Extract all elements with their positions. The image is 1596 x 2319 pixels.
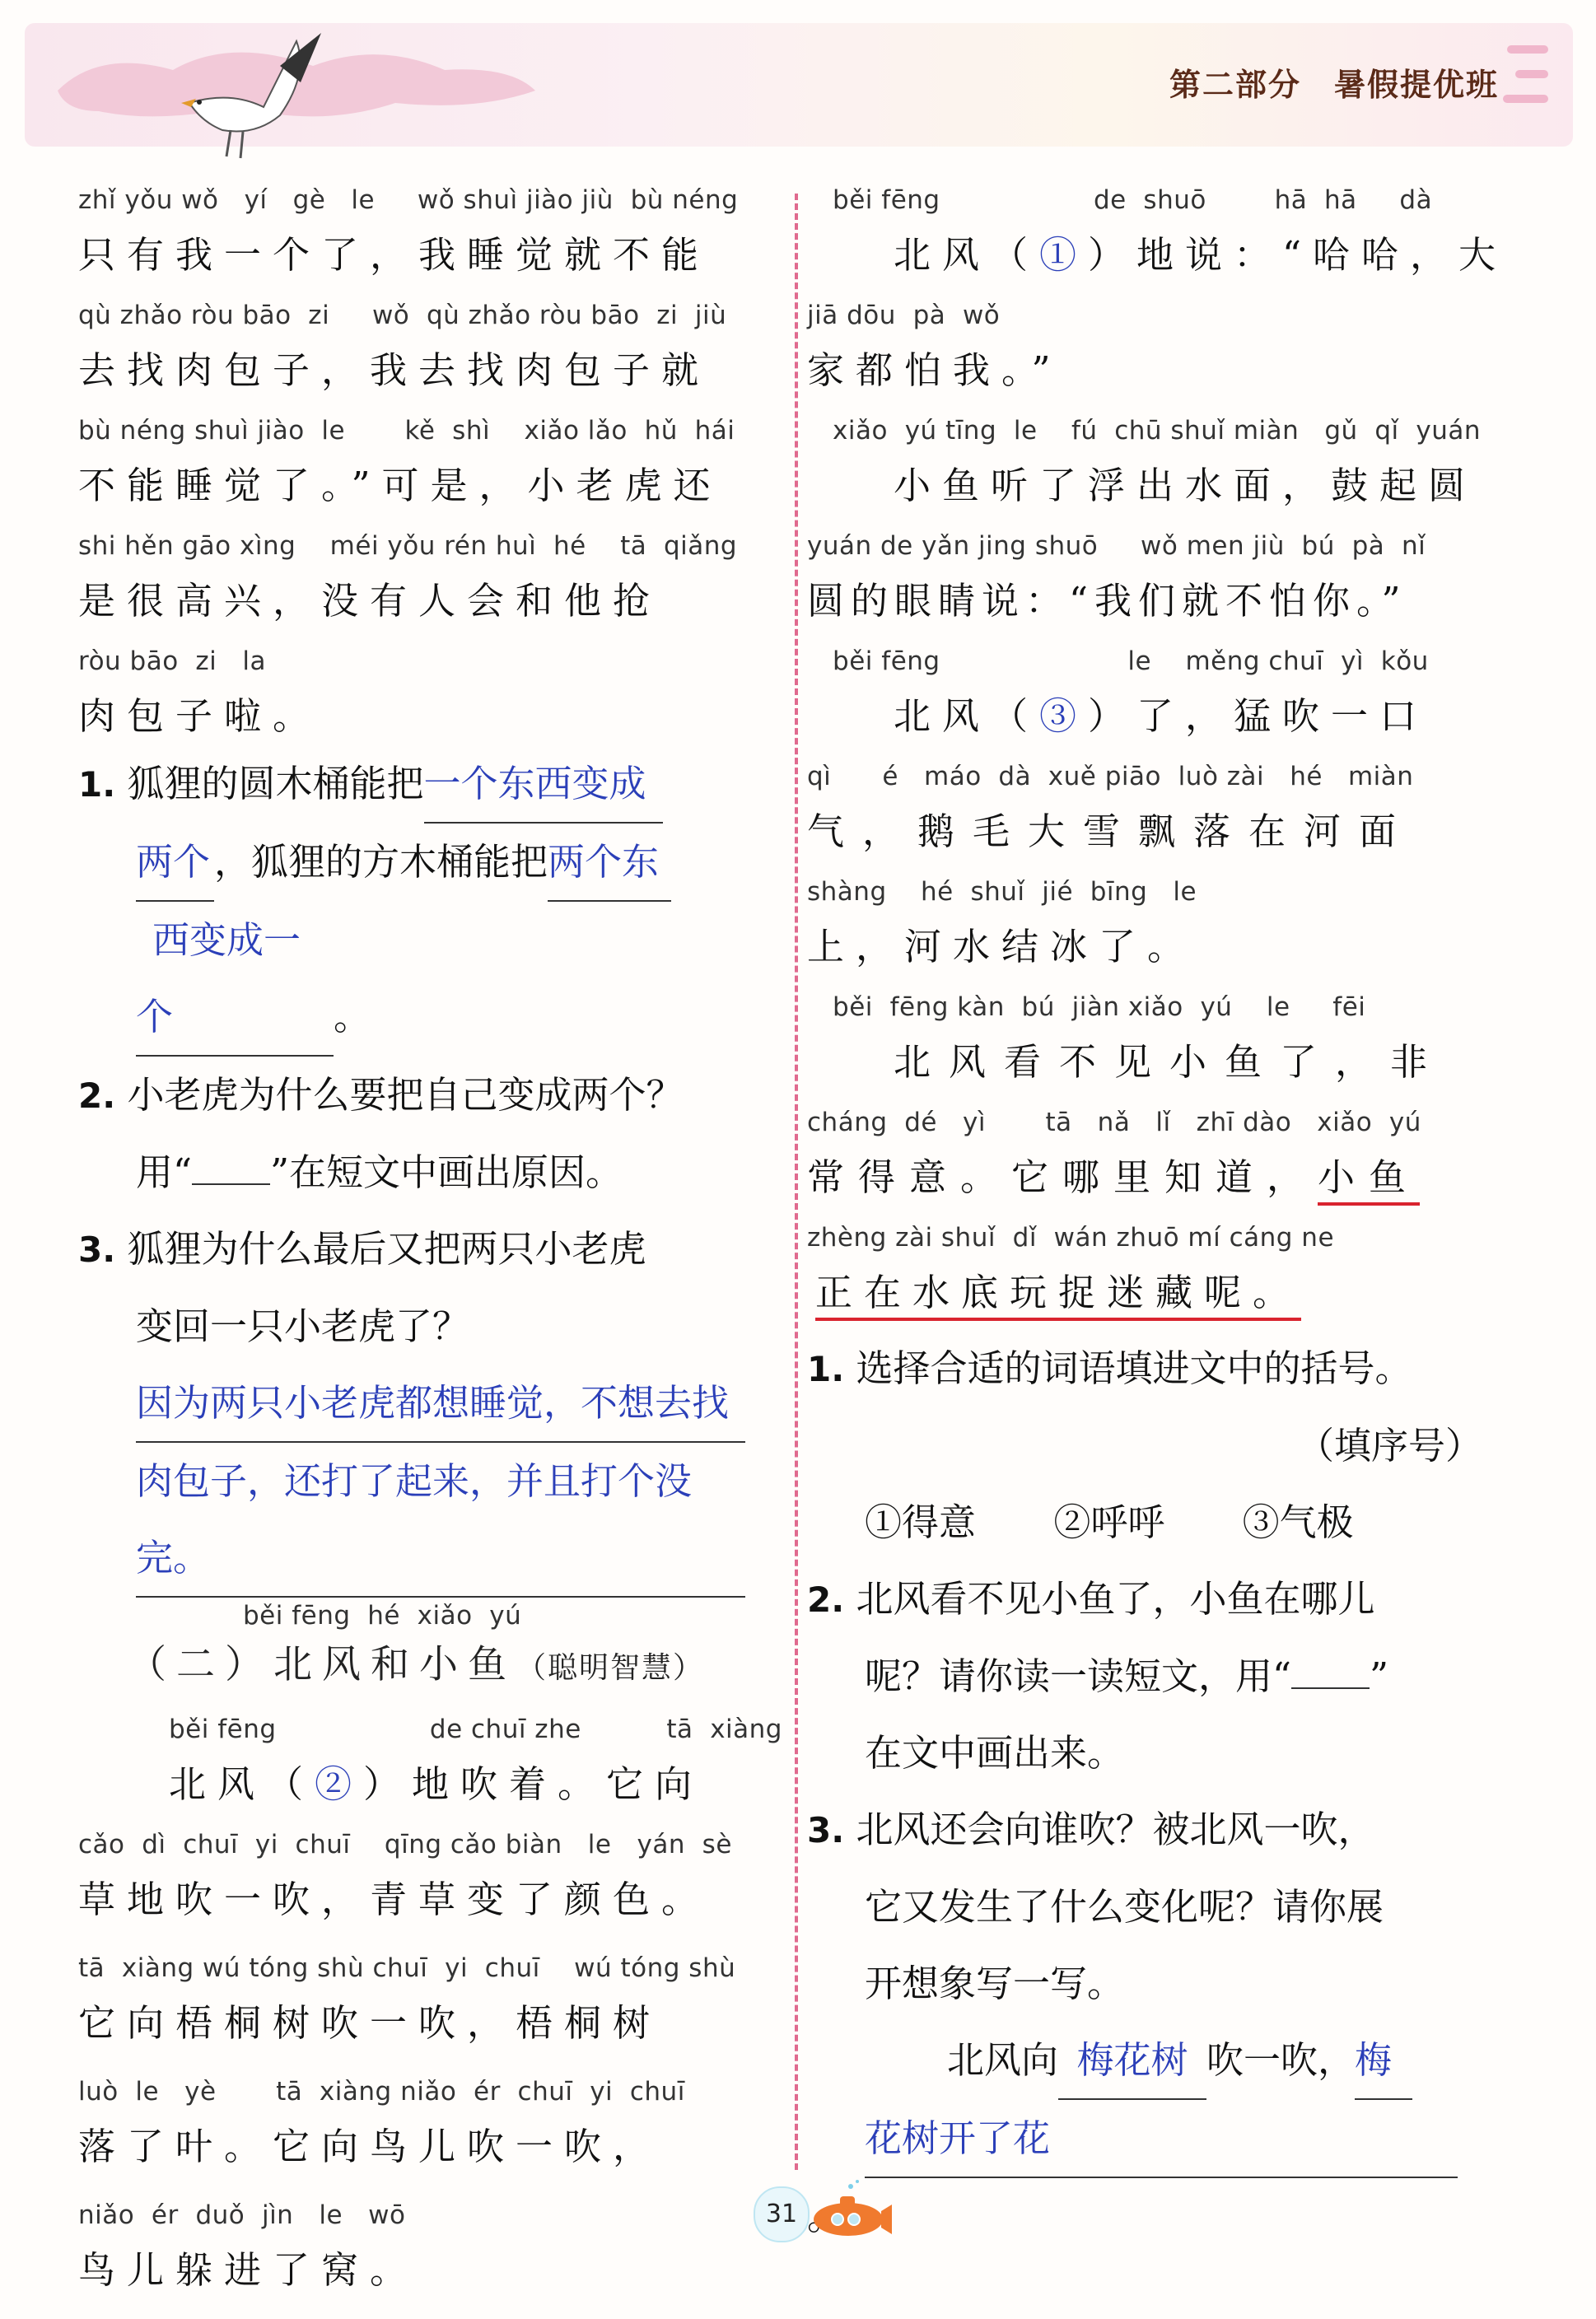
option: ①得意 xyxy=(865,1500,977,1544)
option: ③气极 xyxy=(1242,1500,1354,1544)
story-line: shi hěn gāo xìng méi yǒu rén huì hé tā qiǎng 是很高兴，没有人会和他抢 xyxy=(78,531,738,623)
note: （填序号） xyxy=(1296,1424,1482,1467)
answer-line[interactable]: 因为两只小老虎都想睡觉，不想去找 xyxy=(136,1365,745,1443)
story-line: qì é máo dà xuě piāo luò zài hé miàn 气，鹅毛大雪飘落在河面 xyxy=(807,762,1415,853)
section-title: （二）北风和小鱼 xyxy=(128,1642,516,1687)
section-tag: （聪明智慧） xyxy=(516,1651,705,1685)
story-line: shàng hé shuǐ jié bīng le 上，河水结冰了。 xyxy=(807,877,1197,968)
section-heading: běi fēng hé xiǎo yú （二）北风和小鱼（聪明智慧） xyxy=(128,1601,705,1687)
answer-blank[interactable]: 一个东西变成 xyxy=(424,745,663,824)
story-line: bù néng shuì jiào le kě shì xiǎo lǎo hǔ hái 不能睡觉了。”可是，小老虎还 xyxy=(78,416,735,507)
page-number: 31 xyxy=(754,2186,810,2242)
underlined-answer: 小鱼 xyxy=(1318,1155,1420,1206)
answer-line[interactable]: 花树开了花 xyxy=(865,2100,1458,2178)
answer-blank[interactable]: 西变成一个 xyxy=(136,902,334,1057)
question-3: 3. 狐狸为什么最后又把两只小老虎 变回一只小老虎了？ 因为两只小老虎都想睡觉，不想去找 肉包子，还打了起来，并且打个没完。 xyxy=(78,1211,762,1598)
story-2-continued xyxy=(807,185,1508,1330)
option: ②呼呼 xyxy=(1053,1500,1165,1544)
answer-blank[interactable] xyxy=(1291,1687,1370,1689)
submarine-icon xyxy=(803,2178,894,2244)
seagull-icon xyxy=(156,25,346,173)
story-line: cǎo dì chuī yi chuī qīng cǎo biàn le yán sè 草地吹一吹，青草变了颜色。 xyxy=(78,1830,732,1921)
story-line: běi fēng le měng chuī yì kǒu 北风（③）了，猛吹一口 xyxy=(807,646,1429,738)
story-line: tā xiàng wú tóng shù chuī yi chuī wú tóng shù 它向梧桐树吹一吹，梧桐树 xyxy=(78,1953,736,2045)
story-line: ròu bāo zi la 肉包子啦。 xyxy=(78,646,322,738)
question-2: 2. 小老虎为什么要把自己变成两个？ 用“ ”在短文中画出原因。 xyxy=(78,1073,684,1194)
right-column xyxy=(807,185,1508,2255)
question-2: 2. 北风看不见小鱼了，小鱼在哪儿 呢？请你读一读短文，用“ ” 在文中画出来。 xyxy=(807,1577,1389,1775)
answer-blank[interactable]: 两个东 xyxy=(548,824,671,902)
story-line: zhǐ yǒu wǒ yí gè le wǒ shuì jiào jiù bù néng 只有我一个了，我睡觉就不能 xyxy=(78,185,739,277)
answer-circle-number: ③ xyxy=(1039,694,1089,738)
story-line: niǎo ér duǒ jìn le wō 鸟儿躲进了窝。 xyxy=(78,2200,419,2292)
answer-blank[interactable] xyxy=(192,1183,270,1185)
story-line: zhèng zài shuǐ dǐ wán zhuō mí cáng ne 正在水底玩捉迷藏呢。 xyxy=(807,1223,1491,1330)
story-line: jiā dōu pà wǒ 家都怕我。” xyxy=(807,301,1062,392)
story-line: běi fēng kàn bú jiàn xiǎo yú le fēi 北风看不见小鱼了，非 xyxy=(807,992,1446,1084)
story-line: cháng dé yì tā nǎ lǐ zhī dào xiǎo yú 常得意。它哪里知道，小鱼 xyxy=(807,1108,1491,1223)
question-3: 3. 北风还会向谁吹？被北风一吹， 它又发生了什么变化呢？请你展 开想象写一写。 北风向 梅花树 吹一吹，梅 花树开了花 xyxy=(807,1791,1491,2255)
story-line: qù zhǎo ròu bāo zi wǒ qù zhǎo ròu bāo zi jiù 去找肉包子，我去找肉包子就 xyxy=(78,301,727,392)
story-line: luò le yè tā xiàng niǎo ér chuī yi chuī 落了叶。它向鸟儿吹一吹， xyxy=(78,2077,685,2168)
answer-blank[interactable]: 梅花树 xyxy=(1058,2022,1206,2100)
header-decoration xyxy=(1499,33,1556,132)
answer-circle-number: ① xyxy=(1039,233,1089,277)
question-1: 1. 狐狸的圆木桶能把一个东西变成 两个 ，狐狸的方木桶能把两个东 西变成一个 。 xyxy=(78,745,762,1057)
answer-blank[interactable]: 两个 xyxy=(136,824,214,902)
answer-line[interactable]: 肉包子，还打了起来，并且打个没完。 xyxy=(136,1443,745,1598)
column-divider xyxy=(795,194,798,2170)
answer-blank[interactable]: 梅 xyxy=(1355,2022,1412,2100)
story-line: yuán de yǎn jing shuō wǒ men jiù bú pà nǐ 圆的眼睛说：“我们就不怕你。” xyxy=(807,531,1426,623)
story-line: běi fēng de chuī zhe tā xiàng 北风（②）地吹着。它向 xyxy=(169,1715,782,1806)
header-title: 第二部分 暑假提优班 xyxy=(1169,67,1500,103)
story-continuation xyxy=(78,185,762,745)
answer-circle-number: ② xyxy=(315,1762,364,1806)
story-line: běi fēng de shuō hā hā dà 北风（①）地说：“哈哈，大 xyxy=(807,185,1508,277)
underlined-answer: 正在水底玩捉迷藏呢。 xyxy=(815,1271,1301,1321)
story-line: xiǎo yú tīng le fú chū shuǐ miàn gǔ qǐ yuán 小鱼听了浮出水面，鼓起圆 xyxy=(807,416,1482,507)
question-1: 1. 选择合适的词语填进文中的括号。 （填序号） ①得意 ②呼呼 ③气极 xyxy=(807,1330,1491,1561)
